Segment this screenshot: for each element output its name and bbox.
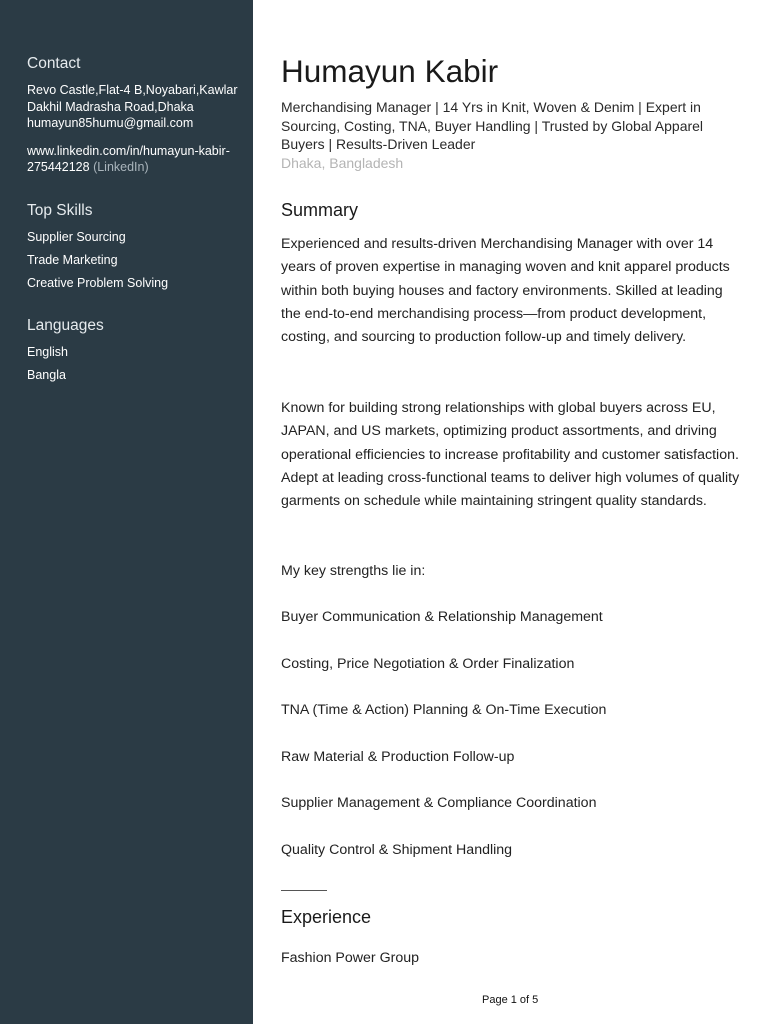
- linkedin-label: (LinkedIn): [93, 160, 149, 174]
- summary-title: Summary: [281, 200, 359, 220]
- page-number: Page 1 of 5: [482, 994, 539, 1006]
- strength-item: Supplier Management & Compliance Coordination: [281, 795, 597, 811]
- sidebar: [0, 0, 253, 1024]
- contact-heading: Contact: [27, 55, 81, 72]
- linkedin-url[interactable]: www.linkedin.com/in/humayun-kabir-275442128: [27, 143, 230, 174]
- language-item: English: [27, 344, 68, 359]
- strength-item: Raw Material & Production Follow-up: [281, 749, 515, 765]
- experience-company: Fashion Power Group: [281, 950, 420, 966]
- contact-address: Revo Castle,Flat-4 B,Noyabari,Kawlar Dakhil Madrasha Road,Dhaka: [27, 83, 238, 114]
- strength-item: TNA (Time & Action) Planning & On-Time Execution: [281, 702, 607, 718]
- skill-item: Creative Problem Solving: [27, 275, 169, 290]
- contact-section: [27, 55, 239, 176]
- languages-section: [27, 317, 239, 383]
- top-skills-heading: Top Skills: [27, 201, 93, 219]
- profile-location: Dhaka, Bangladesh: [281, 154, 404, 171]
- strength-item: Quality Control & Shipment Handling: [281, 842, 513, 858]
- strength-item: Costing, Price Negotiation & Order Finalization: [281, 656, 575, 672]
- language-item: Bangla: [27, 367, 66, 382]
- contact-email[interactable]: humayun85humu@gmail.com: [27, 116, 194, 130]
- experience-title: Experience: [281, 907, 372, 927]
- top-skills-section: [27, 202, 239, 291]
- profile-name: Humayun Kabir: [281, 53, 499, 89]
- summary-paragraph: Experienced and results-driven Merchandising Manager with over 14 years of proven expertise in managing woven and knit apparel products within both buying houses and factory environments. Skilled at leading the end-to-end merchandising process—from product development, costing, and sourcing to production follow-up and timely delivery.: [281, 236, 730, 346]
- strength-item: Buyer Communication & Relationship Management: [281, 609, 603, 625]
- contact-linkedin[interactable]: [27, 143, 239, 176]
- skill-item: Trade Marketing: [27, 252, 118, 267]
- profile-headline: [281, 98, 743, 172]
- strengths-intro: My key strengths lie in:: [281, 563, 426, 579]
- summary-paragraph: Known for building strong relationships with global buyers across EU, JAPAN, and US markets, optimizing product assortments, and driving operational efficiencies to increase profitability and customer satisfaction. Adept at leading cross-functional teams to deliver high volumes of quality garments on schedule while maintaining stringent quality standards.: [281, 400, 740, 510]
- languages-heading: Languages: [27, 316, 104, 334]
- section-divider: [281, 890, 327, 891]
- headline-text: Merchandising Manager | 14 Yrs in Knit, Woven & Denim | Expert in Sourcing, Costing, TNA, Buyer Handling | Trusted by Global Apparel Buyers | Results-Driven Leader: [281, 99, 704, 152]
- skill-item: Supplier Sourcing: [27, 229, 126, 244]
